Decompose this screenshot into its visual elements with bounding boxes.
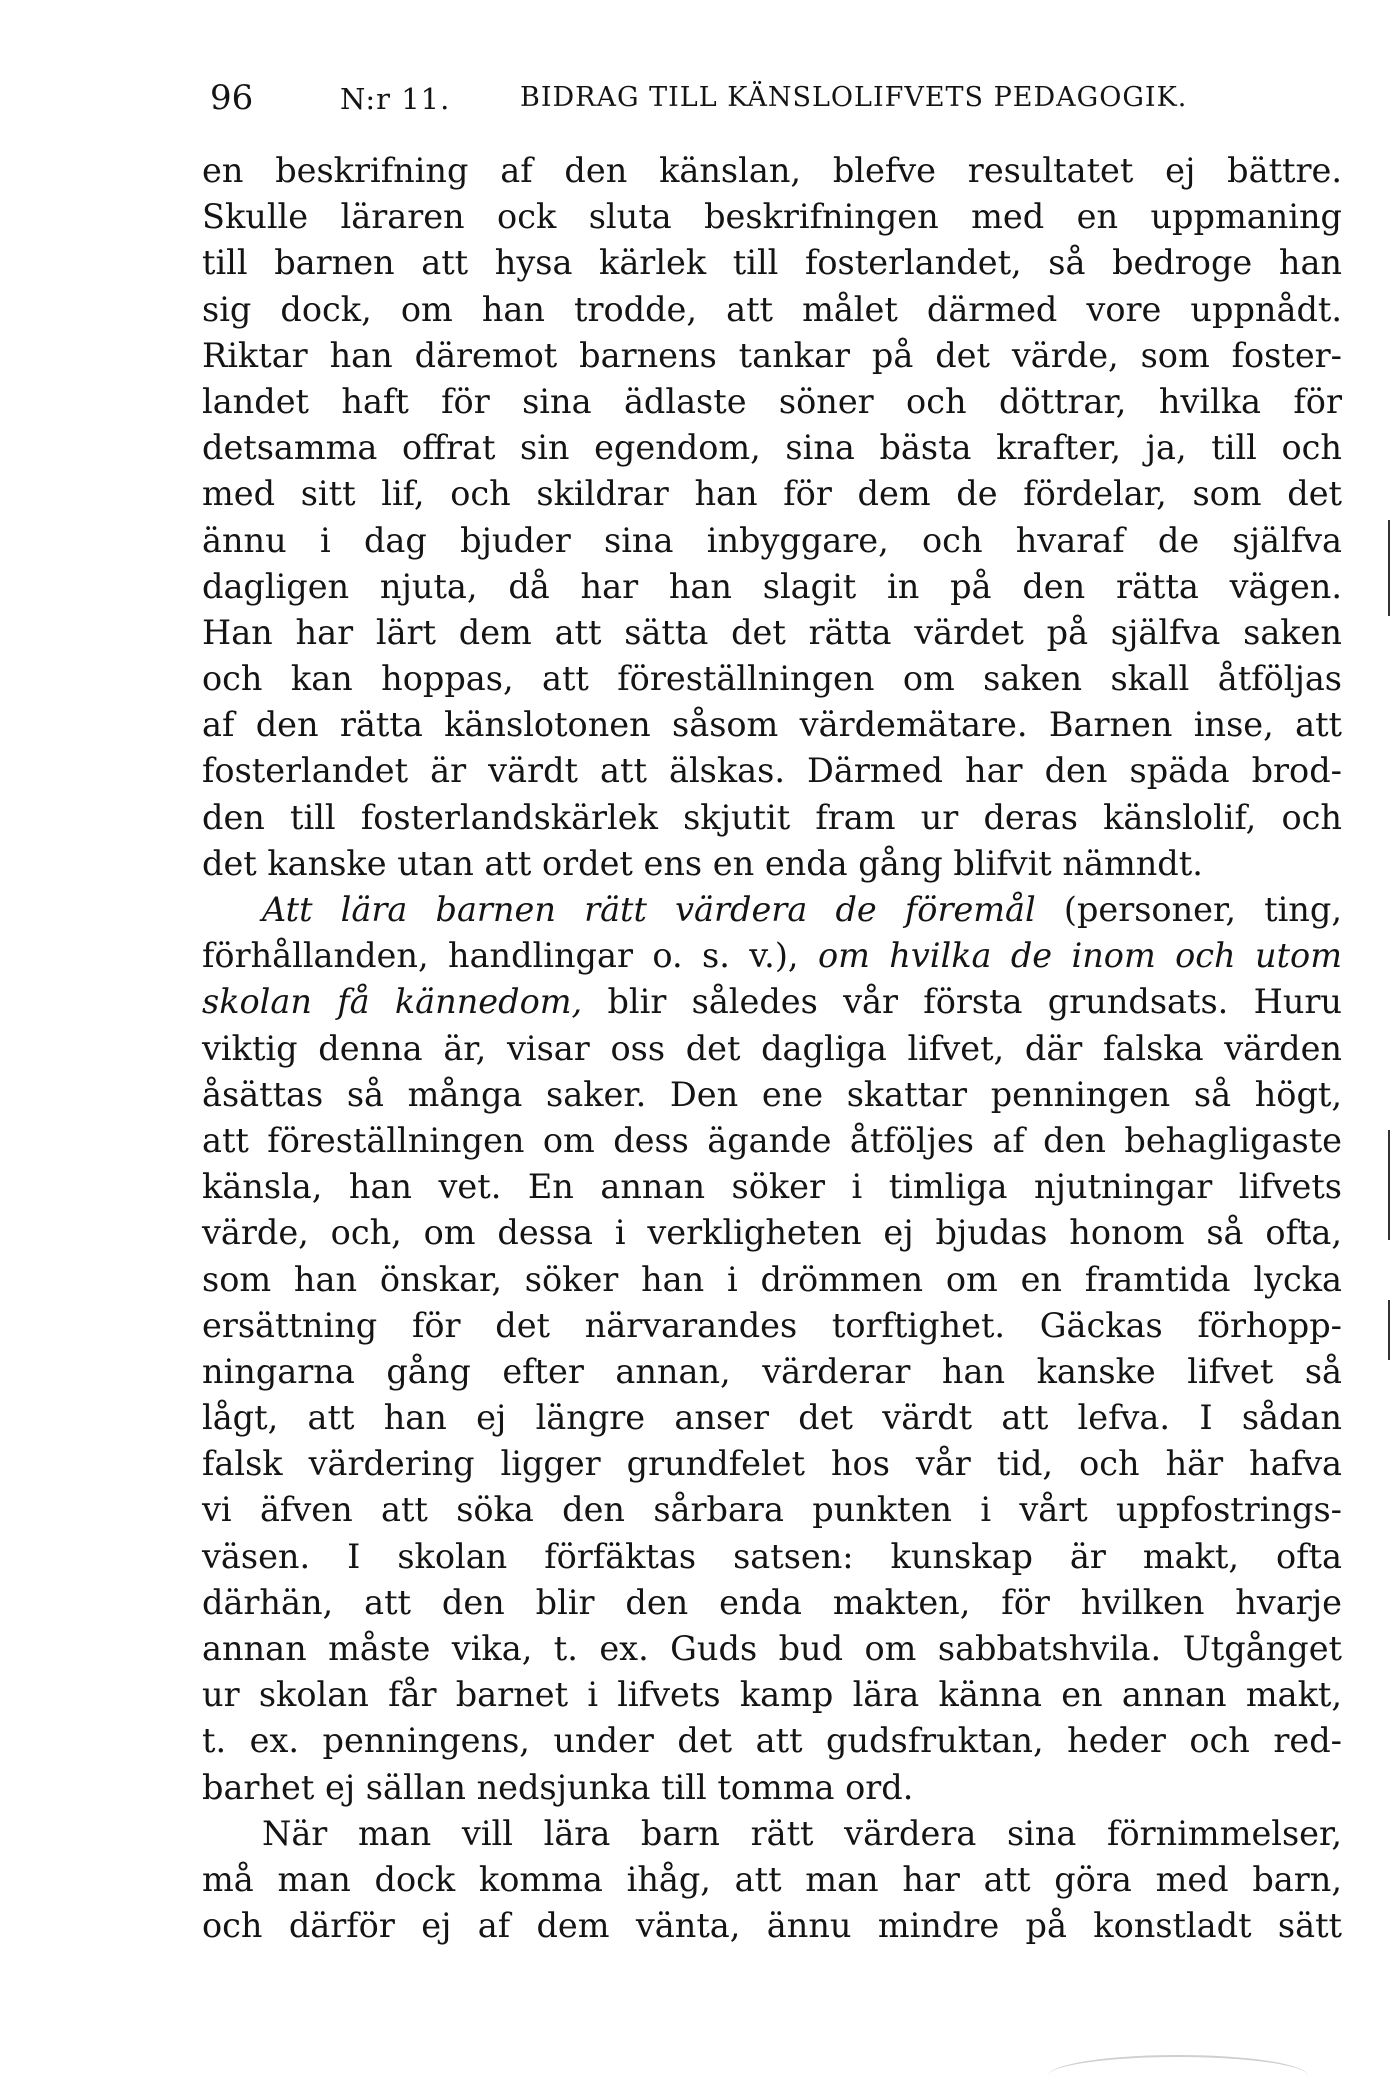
text-line: t. ex. penningens, under det att gudsfruktan, heder och red-	[202, 1721, 1342, 1761]
text-line: den till fosterlandskärlek skjutit fram ur deras känslolif, och	[202, 797, 1342, 837]
text-line: ur skolan får barnet i lifvets kamp lära känna en annan makt,	[202, 1675, 1342, 1715]
text-line-italic-emphasis	[202, 933, 1342, 979]
text-line: ersättning för det närvarandes torftighet. Gäckas förhopp-	[202, 1305, 1342, 1345]
text-line: Skulle läraren ock sluta beskrifningen med en uppmaning	[202, 197, 1342, 237]
text-line: barhet ej sällan nedsjunka till tomma ord.	[202, 1767, 914, 1807]
text-line: känsla, han vet. En annan söker i timliga njutningar lifvets	[202, 1167, 1342, 1207]
text-line: Han har lärt dem att sätta det rätta värdet på själfva saken	[202, 612, 1342, 652]
text-line: annan måste vika, t. ex. Guds bud om sabbatshvila. Utgånget	[202, 1629, 1342, 1668]
text-line: och därför ej af dem vänta, ännu mindre på konstladt sätt	[202, 1906, 1342, 1946]
margin-rule	[1388, 1300, 1390, 1360]
text-line-italic-emphasis	[202, 887, 1342, 933]
text-line: falsk värdering ligger grundfelet hos vår tid, och här hafva	[202, 1444, 1342, 1484]
text-line: af den rätta känslotonen såsom värdemätare. Barnen inse, att	[202, 705, 1342, 745]
roman-phrase: blir således vår första grundsats. Huru	[582, 982, 1342, 1022]
text-line: värde, och, om dessa i verkligheten ej bjudas honom så ofta,	[202, 1213, 1342, 1253]
body-text	[202, 148, 1342, 1949]
text-line: Riktar han däremot barnens tankar på det värde, som foster-	[202, 335, 1342, 375]
text-line: vi äfven att söka den sårbara punkten i vårt uppfostrings-	[202, 1490, 1342, 1530]
margin-rule	[1388, 520, 1390, 616]
text-line: med sitt lif, och skildrar han för dem de fördelar, som det	[202, 474, 1342, 514]
text-line: dagligen njuta, då har han slagit in på den rätta vägen.	[202, 566, 1342, 606]
roman-phrase: förhållanden, handlingar o. s. v.),	[202, 936, 818, 976]
text-line: väsen. I skolan förfäktas satsen: kunskap är makt, ofta	[202, 1536, 1342, 1576]
text-line: må man dock komma ihåg, att man har att göra med barn,	[202, 1859, 1342, 1899]
text-line: ningarna gång efter annan, värderar han kanske lifvet så	[202, 1351, 1342, 1391]
italic-phrase: om hvilka de inom och utom	[817, 936, 1342, 976]
text-line: sig dock, om han trodde, att målet därmed vore uppnådt.	[202, 289, 1342, 329]
text-line: därhän, att den blir den enda makten, för hvilken hvarje	[202, 1582, 1342, 1622]
text-line: När man vill lära barn rätt värdera sina förnimmelser,	[262, 1813, 1342, 1853]
margin-rule	[1388, 1130, 1390, 1240]
text-line: fosterlandet är värdt att älskas. Därmed har den späda brod-	[202, 751, 1342, 791]
text-line: viktig denna är, visar oss det dagliga lifvet, där falska värden	[202, 1028, 1342, 1068]
page-number: 96	[210, 78, 254, 118]
text-line-italic-emphasis	[202, 979, 1342, 1025]
running-title: BIDRAG TILL KÄNSLOLIFVETS PEDAGOGIK.	[520, 82, 1188, 113]
text-line: åsättas så många saker. Den ene skattar penningen så högt,	[202, 1074, 1342, 1114]
italic-phrase: skolan få kännedom,	[202, 982, 583, 1022]
text-line: detsamma offrat sin egendom, sina bästa krafter, ja, till och	[202, 428, 1342, 468]
text-line: och kan hoppas, att föreställningen om saken skall åtföljas	[202, 659, 1342, 699]
text-line: som han önskar, söker han i drömmen om en framtida lycka	[202, 1259, 1342, 1299]
text-line: lågt, att han ej längre anser det värdt att lefva. I sådan	[202, 1398, 1342, 1438]
next-page-show-through	[1048, 2055, 1308, 2097]
text-line: att föreställningen om dess ägande åtföljes af den behagligaste	[202, 1120, 1342, 1160]
text-line: en beskrifning af den känslan, blefve resultatet ej bättre.	[202, 151, 1342, 190]
roman-phrase: (personer, ting,	[1035, 890, 1342, 929]
text-line: ännu i dag bjuder sina inbyggare, och hvaraf de själfva	[202, 520, 1342, 560]
text-line: det kanske utan att ordet ens en enda gång blifvit nämndt.	[202, 843, 1203, 883]
text-line: till barnen att hysa kärlek till fosterlandet, så bedroge han	[202, 243, 1342, 283]
series-number: N:r 11.	[340, 82, 451, 116]
italic-phrase: Att lära barnen rätt värdera de föremål	[262, 890, 1036, 929]
text-line: landet haft för sina ädlaste söner och döttrar, hvilka för	[202, 381, 1342, 421]
running-header	[210, 78, 1340, 128]
